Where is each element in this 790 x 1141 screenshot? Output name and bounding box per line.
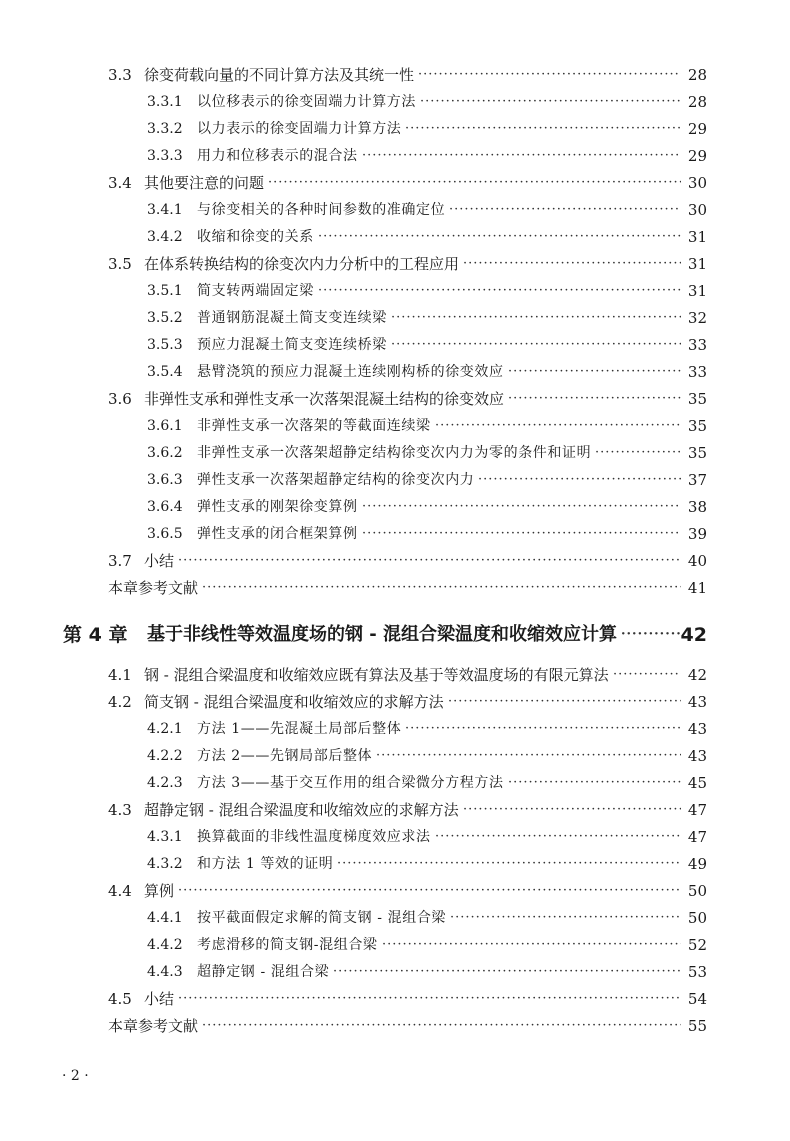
toc-entry-title: 以力表示的徐变固端力计算方法 <box>197 121 402 137</box>
toc-entry[interactable] <box>0 332 790 358</box>
toc-entry-page: 39 <box>687 525 707 543</box>
toc-entry[interactable] <box>0 116 790 142</box>
toc-entry-number: 3.6.2 <box>147 445 183 461</box>
toc-leader-dots <box>318 224 681 250</box>
toc-entry-number: 4.2.3 <box>147 775 183 791</box>
toc-entry-page: 52 <box>687 936 707 954</box>
toc-entry-title: 超静定钢 - 混组合梁温度和收缩效应的求解方法 <box>144 801 459 819</box>
toc-entry-number: 3.4 <box>108 174 132 192</box>
toc-entry-page: 50 <box>687 882 707 900</box>
toc-leader-dots <box>405 116 681 142</box>
toc-entry-page: 30 <box>687 201 707 219</box>
toc-entry[interactable] <box>0 932 790 958</box>
toc-entry[interactable] <box>0 224 790 250</box>
toc-entry-number: 4.1 <box>108 666 132 684</box>
toc-entry-number: 3.6.4 <box>147 499 183 515</box>
toc-entry-title: 用力和位移表示的混合法 <box>197 148 358 164</box>
toc-entry[interactable] <box>0 386 790 412</box>
toc-entry-title: 弹性支承一次落架超静定结构的徐变次内力 <box>197 472 475 488</box>
toc-entry-number: 4.2.1 <box>147 721 183 737</box>
toc-entry[interactable] <box>0 878 790 904</box>
toc-leader-dots <box>391 332 681 358</box>
toc-entry[interactable] <box>0 494 790 520</box>
toc-entry-title: 简支转两端固定梁 <box>197 283 314 299</box>
toc-entry[interactable] <box>0 743 790 769</box>
toc-entry-title: 换算截面的非线性温度梯度效应求法 <box>197 829 431 845</box>
toc-entry-number: 3.7 <box>108 552 132 570</box>
toc-entry-page: 43 <box>687 720 707 738</box>
toc-entry-page: 33 <box>687 363 707 381</box>
toc-entry-title: 基于非线性等效温度场的钢 - 混组合梁温度和收缩效应计算 <box>147 624 618 645</box>
toc-entry-number: 4.3 <box>108 801 132 819</box>
toc-entry-page: 53 <box>687 963 707 981</box>
toc-leader-dots <box>268 170 681 196</box>
toc-entry[interactable] <box>0 770 790 796</box>
toc-entry-page: 40 <box>687 552 707 570</box>
toc-entry-title: 本章参考文献 <box>108 579 199 597</box>
toc-entry-number: 3.5.4 <box>147 364 183 380</box>
toc-leader-dots <box>382 932 681 958</box>
toc-entry-page: 28 <box>687 66 707 84</box>
toc-entry-title: 方法 1——先混凝土局部后整体 <box>197 721 402 737</box>
toc-entry[interactable] <box>0 440 790 466</box>
toc-entry-number: 4.4 <box>108 882 132 900</box>
toc-entry[interactable] <box>0 986 790 1012</box>
toc-entry-number: 3.5 <box>108 255 132 273</box>
toc-leader-dots <box>178 878 681 904</box>
toc-entry-page: 47 <box>687 801 707 819</box>
toc-entry-page: 29 <box>687 147 707 165</box>
toc-leader-dots <box>435 413 681 439</box>
toc-entry-title: 小结 <box>144 990 175 1008</box>
toc-entry-page: 47 <box>687 828 707 846</box>
toc-entry-page: 35 <box>687 444 707 462</box>
toc-leader-dots <box>405 716 681 742</box>
toc-entry-page: 43 <box>687 693 707 711</box>
toc-entry-page: 38 <box>687 498 707 516</box>
toc-entry-number: 3.5.3 <box>147 337 183 353</box>
toc-entry-title: 普通钢筋混凝土简支变连续梁 <box>197 310 387 326</box>
toc-entry-title: 超静定钢 - 混组合梁 <box>197 964 330 980</box>
toc-entry-page: 31 <box>687 282 707 300</box>
toc-entry-number: 3.3.1 <box>147 94 183 110</box>
toc-entry-number: 3.4.2 <box>147 229 183 245</box>
toc-entry-number: 3.4.1 <box>147 202 183 218</box>
toc-entry-page: 28 <box>687 93 707 111</box>
toc-entry-title: 方法 2——先钢局部后整体 <box>197 748 373 764</box>
toc-leader-dots <box>202 575 681 601</box>
toc-entry-page: 49 <box>687 855 707 873</box>
toc-leader-dots <box>376 743 681 769</box>
toc-entry[interactable] <box>0 575 790 601</box>
toc-entry[interactable] <box>0 905 790 931</box>
toc-entry[interactable] <box>0 359 790 385</box>
toc-entry-title: 算例 <box>144 882 175 900</box>
toc-entry-number: 4.4.3 <box>147 964 183 980</box>
toc-entry-number: 4.3.1 <box>147 829 183 845</box>
toc-leader-dots <box>333 959 681 985</box>
toc-leader-dots <box>178 986 681 1012</box>
toc-entry-title: 简支钢 - 混组合梁温度和收缩效应的求解方法 <box>144 693 444 711</box>
toc-entry[interactable] <box>0 305 790 331</box>
toc-entry-number: 3.3 <box>108 66 132 84</box>
toc-entry-page: 29 <box>687 120 707 138</box>
toc-leader-dots <box>449 197 681 223</box>
toc-leader-dots <box>178 548 681 574</box>
toc-entry-page: 54 <box>687 990 707 1008</box>
toc-leader-dots <box>362 521 681 547</box>
toc-entry-number: 第 4 章 <box>63 624 128 646</box>
toc-entry-number: 3.5.2 <box>147 310 183 326</box>
toc-entry-title: 在体系转换结构的徐变次内力分析中的工程应用 <box>144 255 460 273</box>
toc-leader-dots <box>508 359 681 385</box>
toc-entry[interactable] <box>0 851 790 877</box>
toc-entry-title: 预应力混凝土简支变连续桥梁 <box>197 337 387 353</box>
toc-chapter[interactable] <box>0 618 790 652</box>
toc-entry[interactable] <box>0 824 790 850</box>
toc-entry-page: 45 <box>687 774 707 792</box>
toc-leader-dots <box>337 851 681 877</box>
toc-entry-page: 35 <box>687 417 707 435</box>
toc-entry[interactable] <box>0 170 790 196</box>
toc-leader-dots <box>318 278 681 304</box>
toc-entry[interactable] <box>0 689 790 715</box>
toc-leader-dots <box>202 1013 681 1039</box>
toc-entry-page: 33 <box>687 336 707 354</box>
page-number: · 2 · <box>62 1068 89 1084</box>
toc-entry-page: 32 <box>687 309 707 327</box>
toc-entry-page: 50 <box>687 909 707 927</box>
toc-leader-dots <box>463 251 681 277</box>
toc-entry-number: 3.6 <box>108 390 132 408</box>
toc-entry[interactable] <box>0 278 790 304</box>
toc-entry-number: 4.2 <box>108 693 132 711</box>
toc-entry[interactable] <box>0 548 790 574</box>
toc-entry-title: 与徐变相关的各种时间参数的准确定位 <box>197 202 446 218</box>
toc-entry-title: 悬臂浇筑的预应力混凝土连续刚构桥的徐变效应 <box>197 364 504 380</box>
toc-entry-title: 其他要注意的问题 <box>144 174 265 192</box>
toc-entry-page: 42 <box>687 666 707 684</box>
toc-entry[interactable] <box>0 197 790 223</box>
toc-entry-page: 41 <box>687 579 707 597</box>
toc-entry-page: 35 <box>687 390 707 408</box>
toc-entry-title: 以位移表示的徐变固端力计算方法 <box>197 94 416 110</box>
toc-entry-page: 31 <box>687 255 707 273</box>
toc-entry-number: 3.6.3 <box>147 472 183 488</box>
toc-entry-number: 4.4.1 <box>147 910 183 926</box>
toc-entry[interactable] <box>0 716 790 742</box>
toc-entry-title: 和方法 1 等效的证明 <box>197 856 334 872</box>
toc-entry-title: 小结 <box>144 552 175 570</box>
toc-entry-number: 4.3.2 <box>147 856 183 872</box>
toc-leader-dots <box>448 689 681 715</box>
toc-entry-page: 31 <box>687 228 707 246</box>
toc-entry-number: 3.3.3 <box>147 148 183 164</box>
toc-entry[interactable] <box>0 251 790 277</box>
toc-entry[interactable] <box>0 1013 790 1039</box>
toc-entry[interactable] <box>0 797 790 823</box>
toc-entry-number: 3.5.1 <box>147 283 183 299</box>
toc-entry[interactable] <box>0 662 790 688</box>
toc-entry-title: 弹性支承的刚架徐变算例 <box>197 499 358 515</box>
toc-entry-number: 4.2.2 <box>147 748 183 764</box>
toc-entry-page: 55 <box>687 1017 707 1035</box>
toc-entry-title: 考虑滑移的简支钢-混组合梁 <box>197 937 378 953</box>
toc-leader-dots <box>478 467 681 493</box>
toc-entry[interactable] <box>0 959 790 985</box>
toc-entry-title: 本章参考文献 <box>108 1017 199 1035</box>
toc-leader-dots <box>508 386 681 412</box>
toc-entry-title: 非弹性支承和弹性支承一次落架混凝土结构的徐变效应 <box>144 390 505 408</box>
toc-leader-dots <box>463 797 681 823</box>
toc-entry-title: 徐变荷载向量的不同计算方法及其统一性 <box>144 66 415 84</box>
toc-entry[interactable] <box>0 89 790 115</box>
toc-leader-dots <box>420 89 681 115</box>
toc-entry-number: 3.3.2 <box>147 121 183 137</box>
toc-entry-number: 3.6.1 <box>147 418 183 434</box>
toc-entry-title: 非弹性支承一次落架的等截面连续梁 <box>197 418 431 434</box>
toc-entry-page: 42 <box>680 624 707 646</box>
toc-entry-page: 43 <box>687 747 707 765</box>
toc-entry-number: 4.4.2 <box>147 937 183 953</box>
toc-leader-dots <box>508 770 681 796</box>
toc-entry-title: 按平截面假定求解的简支钢 - 混组合梁 <box>197 910 447 926</box>
toc-leader-dots <box>418 62 681 88</box>
toc-entry[interactable] <box>0 521 790 547</box>
toc-entry[interactable] <box>0 467 790 493</box>
toc-leader-dots <box>362 494 681 520</box>
toc-entry-title: 弹性支承的闭合框架算例 <box>197 526 358 542</box>
toc-entry-title: 非弹性支承一次落架超静定结构徐变次内力为零的条件和证明 <box>197 445 592 461</box>
toc-entry-number: 4.5 <box>108 990 132 1008</box>
toc-entry-number: 3.6.5 <box>147 526 183 542</box>
toc-entry-page: 30 <box>687 174 707 192</box>
toc-leader-dots <box>435 824 681 850</box>
toc-entry-title: 收缩和徐变的关系 <box>197 229 314 245</box>
toc-entry[interactable] <box>0 143 790 169</box>
toc-entry[interactable] <box>0 62 790 88</box>
toc-entry-page: 37 <box>687 471 707 489</box>
toc-entry-title: 钢 - 混组合梁温度和收缩效应既有算法及基于等效温度场的有限元算法 <box>144 666 609 684</box>
toc-leader-dots <box>362 143 681 169</box>
toc-entry[interactable] <box>0 413 790 439</box>
toc-leader-dots <box>450 905 681 931</box>
toc-leader-dots <box>391 305 681 331</box>
toc-entry-title: 方法 3——基于交互作用的组合梁微分方程方法 <box>197 775 504 791</box>
